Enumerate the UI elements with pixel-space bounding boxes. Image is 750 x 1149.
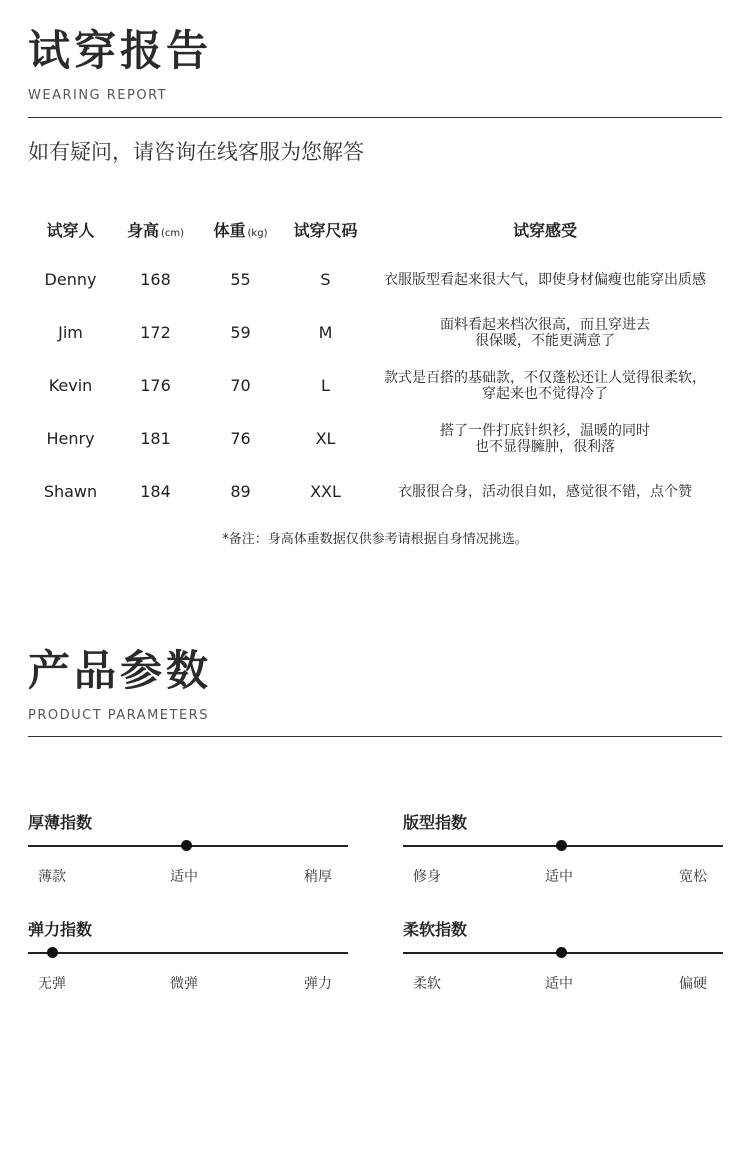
- tester-feedback: 面料看起来档次很高，而且穿进去 很保暖，不能更满意了: [440, 316, 650, 349]
- footnote: *备注：身高体重数据仅供参考请根据自身情况挑选。: [222, 532, 528, 547]
- parameter-index: [28, 917, 348, 992]
- wearing-report-title: 试穿报告: [28, 26, 213, 75]
- table-row: [28, 306, 722, 359]
- parameter-indicator-dot: [47, 947, 58, 958]
- parameter-scale-label: 宽松: [679, 869, 707, 885]
- table-header-row: [28, 205, 722, 253]
- tester-name: Jim: [58, 323, 83, 342]
- tester-name: Henry: [46, 429, 95, 448]
- tester-size: M: [318, 323, 333, 342]
- table-row: [28, 253, 722, 306]
- parameter-scale-label: 薄款: [38, 869, 66, 885]
- tester-size: L: [321, 376, 330, 395]
- header-weight: 体重 (kg): [213, 220, 268, 240]
- tester-weight: 59: [230, 323, 251, 342]
- parameter-label: 弹力指数: [28, 920, 93, 939]
- tester-feedback: 衣服版型看起来很大气，即使身材偏瘦也能穿出质感: [384, 271, 706, 288]
- parameter-scale-label: 修身: [413, 869, 441, 885]
- tester-feedback: 搭了一件打底针织衫，温暖的同时 也不显得臃肿，很利落: [440, 422, 650, 455]
- header-tester: 试穿人: [46, 220, 95, 240]
- parameter-scale-label: 适中: [545, 869, 573, 885]
- tester-feedback: 衣服很合身，活动很自如，感觉很不错，点个赞: [398, 483, 692, 500]
- tester-weight: 70: [230, 376, 251, 395]
- tester-weight: 76: [230, 429, 251, 448]
- table-row: [28, 359, 722, 412]
- tester-height: 172: [140, 323, 171, 342]
- wearing-report-subtitle: WEARING REPORT: [28, 88, 168, 103]
- tester-feedback: 款式是百搭的基础款，不仅蓬松还让人觉得很柔软， 穿起来也不觉得冷了: [384, 369, 706, 402]
- tester-name: Denny: [44, 270, 97, 289]
- tester-size: XL: [315, 429, 336, 448]
- customer-service-notice: 如有疑问，请咨询在线客服为您解答: [28, 140, 364, 164]
- parameter-scale-label: 无弹: [38, 976, 66, 992]
- product-parameters-title: 产品参数: [28, 646, 213, 695]
- section-divider: [28, 117, 722, 118]
- tester-size: XXL: [310, 482, 341, 501]
- parameter-scale-label: 微弹: [170, 976, 198, 992]
- tester-name: Shawn: [43, 482, 98, 501]
- wearing-report-table: [28, 205, 722, 518]
- tester-size: S: [320, 270, 331, 289]
- header-height: 身高 (cm): [126, 220, 185, 240]
- parameter-scale-label: 偏硬: [679, 976, 707, 992]
- parameter-index: [28, 810, 348, 885]
- header-feedback: 试穿感受: [512, 220, 577, 240]
- parameter-scale-label: 稍厚: [304, 869, 332, 885]
- parameter-label: 厚薄指数: [28, 813, 93, 832]
- tester-height: 168: [140, 270, 171, 289]
- parameter-index: [403, 917, 723, 992]
- parameter-label: 版型指数: [403, 813, 468, 832]
- parameter-label: 柔软指数: [403, 920, 468, 939]
- height-unit: (cm): [160, 227, 185, 239]
- parameter-scale-label: 柔软: [413, 976, 441, 992]
- tester-weight: 89: [230, 482, 251, 501]
- parameter-index: [403, 810, 723, 885]
- parameter-scale-label: 弹力: [304, 976, 332, 992]
- tester-height: 184: [140, 482, 171, 501]
- tester-height: 181: [140, 429, 171, 448]
- parameter-scale-label: 适中: [545, 976, 573, 992]
- product-parameters-subtitle: PRODUCT PARAMETERS: [28, 708, 209, 723]
- header-size: 试穿尺码: [293, 220, 358, 240]
- table-row: [28, 412, 722, 465]
- weight-unit: (kg): [247, 227, 268, 239]
- tester-name: Kevin: [48, 376, 93, 395]
- section-divider: [28, 736, 722, 737]
- parameter-indicator-dot: [556, 947, 567, 958]
- parameter-scale-track: [28, 952, 348, 954]
- tester-weight: 55: [230, 270, 251, 289]
- parameter-scale-label: 适中: [170, 869, 198, 885]
- parameter-indicator-dot: [181, 840, 192, 851]
- parameter-indicator-dot: [556, 840, 567, 851]
- tester-height: 176: [140, 376, 171, 395]
- table-row: [28, 465, 722, 518]
